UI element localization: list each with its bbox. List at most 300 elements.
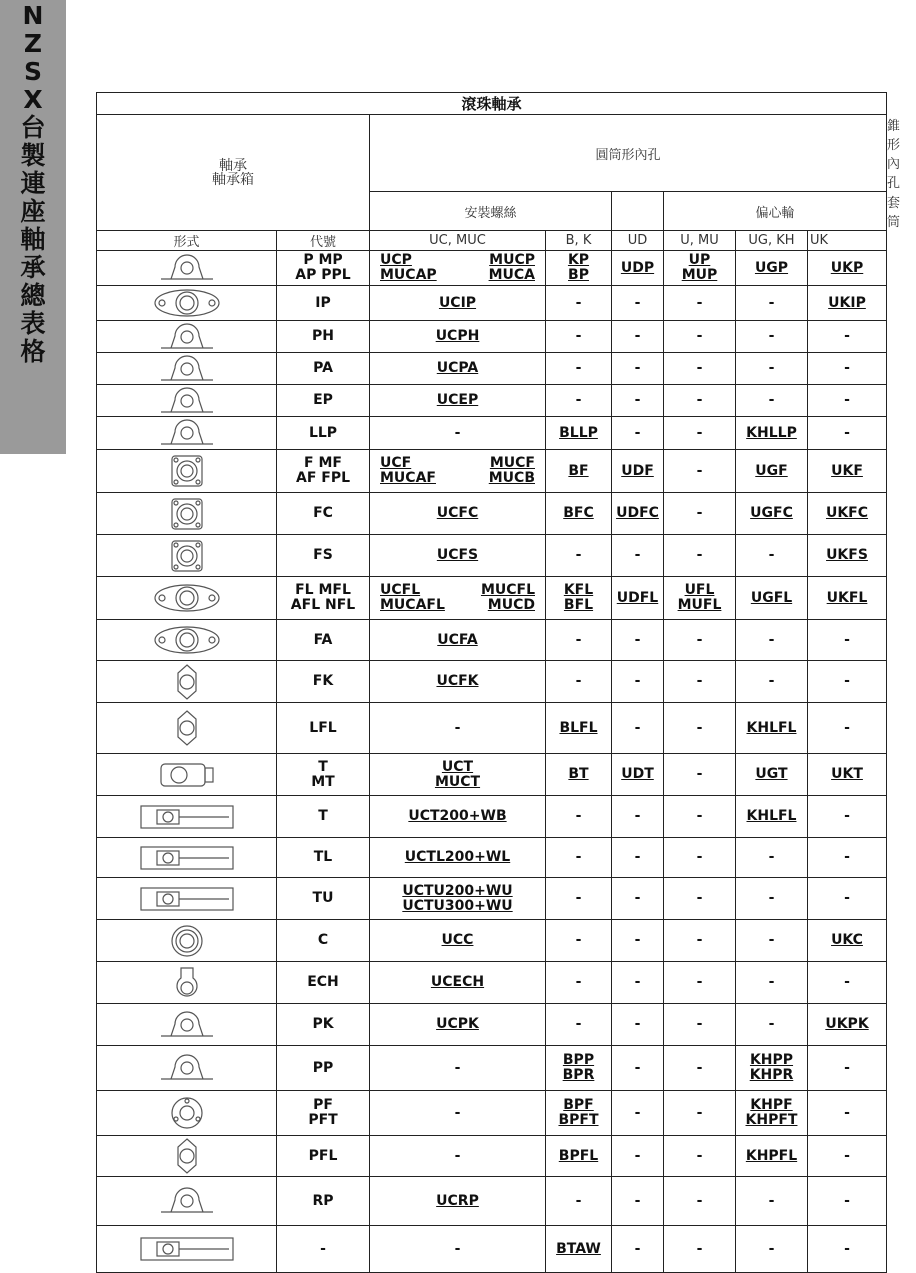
pillow-block-icon: [97, 253, 276, 283]
ugkh-cell: [736, 385, 808, 417]
pillow-block-icon: [97, 418, 276, 448]
code-line: T: [318, 808, 328, 824]
uc-item: MUCAF: [380, 470, 436, 486]
cell-line: -: [768, 932, 775, 948]
bk-cell: [546, 1226, 612, 1273]
bearing-table: 滾珠軸承 軸承 軸承箱 圓筒形內孔 錐形內孔 安裝螺絲 偏心輪 套筒 形式 代號 UC, MUC B, K UD U, MU UG, KH UK P MP AP PPL UCP MUCP MUCAP MUCA KP BP UDP UP MUP UGP UKP IP UCIP - - - - UKIP PH UCPH - - - - - PA UCPA - - - - - EP UCEP - - - - - LLP - BLLP - - KHLLP - F MF AF FPL UCF MUCF MUCAF MUCB BF UDF - UGF UKF FC UCFC BFC UDFC - UGFC UKFC FS UCFS - - - - UKFS FL MFL AFL NFL UCFL MUCFL MUCAFL MUCD KFL BFL UDFL UFL MUFL UGFL UKFL FA UCFA - - - - - FK UCFK - - - - - LFL - BLFL - - KHLFL - T MT UCT MUCT BT UDT - UGT UKT T UCT200+WB - - - KHLFL - TL UCTL200+WL - - - - - TU UCTU200+WU UCTU300+WU - - - - - C UCC - - - - UKC ECH UCECH - - - - - PK UCPK - - - - UKPK PP - BPP BPR - - KHPP KHPR - PF PFT - BPF BPFT - - KHPF KHPFT - PFL - BPFL - - KHPFL - RP UCRP - - - - - - - BTAW - - - -: [96, 92, 887, 1273]
bk-cell: [546, 754, 612, 796]
bk-cell: [546, 620, 612, 661]
bearing-housing-header: [97, 115, 370, 231]
light-flange-icon: [97, 709, 276, 747]
table-row: [97, 1226, 887, 1273]
cell-line: -: [634, 294, 641, 311]
cell-line: BLFL: [559, 719, 598, 736]
uc-item: MUCD: [487, 597, 535, 613]
form-cell: [97, 838, 277, 878]
cell-line: BFC: [563, 505, 594, 521]
cell-line: BPFL: [558, 1147, 599, 1164]
cell-line: -: [634, 1240, 641, 1257]
cell-line: -: [768, 294, 775, 311]
col-form: 形式: [97, 231, 277, 251]
uc-cell: [370, 251, 546, 286]
ud-cell: [612, 1091, 664, 1136]
umu-cell: [664, 754, 736, 796]
bk-cell: [546, 838, 612, 878]
uc-cell: [370, 754, 546, 796]
cell-line: -: [696, 673, 703, 689]
cell-line: MUP: [681, 267, 718, 283]
code-cell: [277, 321, 370, 353]
uc-cell: [370, 1091, 546, 1136]
cell-line: -: [844, 808, 850, 824]
code-cell: [277, 1226, 370, 1273]
table-row: [97, 251, 887, 286]
code-line: FL MFL: [295, 582, 351, 598]
uc-cell: [370, 493, 546, 535]
bk-cell: [546, 1177, 612, 1226]
form-cell: [97, 703, 277, 754]
uk-cell: [808, 838, 887, 878]
pressed-steel-flange-icon: [97, 1096, 276, 1130]
uk-cell: [808, 703, 887, 754]
pillow-block-icon: [97, 1010, 276, 1040]
uk-cell: [808, 493, 887, 535]
uk-cell: [808, 251, 887, 286]
form-cell: [97, 251, 277, 286]
table-row: [97, 838, 887, 878]
code-line: RP: [312, 1192, 334, 1209]
uc-item: UCIP: [438, 294, 477, 311]
umu-cell: [664, 1226, 736, 1273]
uc-cell: [370, 1046, 546, 1091]
cell-line: UDFC: [616, 505, 659, 521]
umu-cell: [664, 417, 736, 450]
uc-item: UCPK: [436, 1016, 479, 1032]
uk-cell: [808, 450, 887, 493]
table-row: [97, 1046, 887, 1091]
uc-item: -: [454, 1147, 461, 1164]
bk-cell: [546, 577, 612, 620]
form-cell: [97, 417, 277, 450]
rubber-pillow-icon: [97, 1186, 276, 1216]
bk-cell: [546, 1004, 612, 1046]
ud-cell: [612, 493, 664, 535]
table-row: [97, 620, 887, 661]
code-cell: [277, 878, 370, 920]
cell-line: -: [696, 1016, 703, 1032]
uk-cell: [808, 577, 887, 620]
umu-cell: [664, 920, 736, 962]
form-cell: [97, 878, 277, 920]
code-cell: [277, 286, 370, 321]
cell-line: -: [768, 673, 775, 689]
ud-cell: [612, 661, 664, 703]
bk-cell: [546, 878, 612, 920]
code-line: T: [318, 758, 328, 775]
cell-line: UKIP: [828, 294, 866, 311]
sidebar-title-char: S: [23, 57, 42, 86]
cell-line: -: [575, 890, 582, 906]
cell-line: -: [696, 849, 703, 865]
cell-line: -: [634, 1016, 641, 1032]
umu-cell: [664, 962, 736, 1004]
pressed-steel-pillow-icon: [97, 1053, 276, 1083]
col-bk: B, K: [546, 231, 612, 251]
form-cell: [97, 385, 277, 417]
sidebar-title-char: 承: [20, 253, 46, 282]
table-row: [97, 796, 887, 838]
cell-line: -: [696, 766, 703, 782]
umu-cell: [664, 878, 736, 920]
sidebar-title-char: 軸: [20, 225, 46, 254]
take-up-frame-icon: [97, 1234, 276, 1264]
sidebar-title-char: X: [23, 85, 43, 114]
code-cell: [277, 1046, 370, 1091]
uc-item: UCECH: [430, 974, 485, 990]
ud-cell: [612, 353, 664, 385]
form-cell: [97, 1177, 277, 1226]
uc-item: UCC: [441, 932, 474, 948]
sidebar-title-char: 連: [20, 169, 46, 198]
sidebar-title-char: Z: [23, 29, 43, 58]
umu-cell: [664, 577, 736, 620]
uc-cell: [370, 1136, 546, 1177]
uc-item: MUCAP: [380, 267, 437, 283]
form-cell: [97, 577, 277, 620]
sidebar-title-char: 表: [20, 309, 46, 338]
square-flange-icon: [97, 454, 276, 488]
code-cell: [277, 661, 370, 703]
uk-cell: [808, 1136, 887, 1177]
cell-line: -: [844, 974, 850, 990]
table-row: [97, 353, 887, 385]
code-line: IP: [315, 294, 331, 311]
umu-cell: [664, 1004, 736, 1046]
uc-item: MUCB: [488, 470, 535, 486]
form-cell: [97, 920, 277, 962]
code-cell: [277, 1177, 370, 1226]
cell-line: UDT: [621, 766, 654, 782]
flange-bracket-icon: [97, 663, 276, 701]
code-line: -: [320, 1240, 326, 1257]
cell-line: -: [696, 808, 703, 824]
code-cell: [277, 1004, 370, 1046]
ud-cell: [612, 321, 664, 353]
uc-item: UCPH: [435, 328, 480, 344]
cell-line: -: [696, 631, 703, 648]
cell-line: -: [768, 360, 775, 376]
uc-cell: [370, 878, 546, 920]
uk-cell: [808, 661, 887, 703]
uc-item: MUCT: [434, 773, 481, 790]
cell-line: -: [634, 1192, 641, 1209]
cell-line: -: [696, 890, 703, 906]
uc-item: UCEP: [436, 392, 479, 408]
square-flange-icon: [97, 539, 276, 573]
table-row: [97, 878, 887, 920]
cell-line: KP: [567, 252, 590, 268]
cell-line: -: [844, 1059, 850, 1076]
cell-line: KHPP: [749, 1052, 794, 1068]
hanger-pillow-icon: [97, 322, 276, 352]
form-cell: [97, 493, 277, 535]
cell-line: -: [634, 849, 641, 865]
code-cell: [277, 251, 370, 286]
cell-line: BPFT: [558, 1112, 599, 1128]
cell-line: -: [634, 1147, 641, 1164]
housing-label: 軸承箱: [212, 171, 254, 188]
cell-line: -: [634, 673, 641, 689]
code-cell: [277, 385, 370, 417]
code-line: P MP: [303, 252, 343, 268]
cell-line: -: [575, 808, 582, 824]
eccentric-header: 偏心輪: [664, 192, 887, 231]
cell-line: -: [634, 890, 641, 906]
ud-cell: [612, 286, 664, 321]
cell-line: -: [696, 547, 703, 563]
cell-line: -: [768, 547, 775, 563]
form-cell: [97, 1226, 277, 1273]
cell-line: KHLFL: [746, 719, 797, 736]
uc-item: UCP: [380, 252, 412, 268]
cell-line: UGT: [755, 766, 788, 782]
ud-cell: [612, 838, 664, 878]
bk-cell: [546, 661, 612, 703]
uc-item: MUCF: [489, 455, 535, 471]
bk-cell: [546, 796, 612, 838]
uc-cell: [370, 920, 546, 962]
uc-item: MUCA: [488, 267, 535, 283]
cell-line: -: [768, 849, 775, 865]
bk-cell: [546, 535, 612, 577]
code-line: LFL: [309, 719, 337, 736]
cell-line: BFL: [563, 597, 594, 613]
code-line: ECH: [307, 974, 339, 990]
cell-line: -: [844, 849, 850, 865]
cell-line: KHPFT: [745, 1112, 798, 1128]
ugkh-cell: [736, 450, 808, 493]
ugkh-cell: [736, 353, 808, 385]
cell-line: -: [844, 1240, 850, 1257]
code-cell: [277, 703, 370, 754]
take-up-frame-icon: [97, 884, 276, 914]
uc-cell: [370, 286, 546, 321]
uk-cell: [808, 796, 887, 838]
umu-cell: [664, 353, 736, 385]
cell-line: -: [844, 1147, 850, 1164]
cell-line: UKP: [830, 259, 864, 276]
form-cell: [97, 450, 277, 493]
cell-line: -: [575, 547, 582, 563]
ugkh-cell: [736, 493, 808, 535]
ugkh-cell: [736, 417, 808, 450]
cell-line: KHLLP: [746, 424, 797, 441]
form-cell: [97, 1004, 277, 1046]
ugkh-cell: [736, 661, 808, 703]
code-cell: [277, 450, 370, 493]
cell-line: BPF: [563, 1097, 594, 1113]
code-line: PK: [312, 1016, 334, 1032]
form-cell: [97, 535, 277, 577]
ugkh-cell: [736, 1004, 808, 1046]
code-line: FA: [313, 631, 333, 648]
form-cell: [97, 796, 277, 838]
col-ud: UD: [612, 231, 664, 251]
cell-line: -: [634, 392, 641, 408]
uk-cell: [808, 1004, 887, 1046]
code-line: AP PPL: [295, 267, 351, 283]
umu-cell: [664, 703, 736, 754]
bk-cell: [546, 920, 612, 962]
cell-line: -: [696, 1192, 703, 1209]
cell-line: BF: [568, 462, 589, 479]
col-uc: UC, MUC: [370, 231, 546, 251]
cell-line: -: [696, 1059, 703, 1076]
uc-cell: [370, 417, 546, 450]
cell-line: UKC: [831, 932, 863, 948]
cell-line: -: [696, 1104, 703, 1121]
code-line: FC: [313, 505, 333, 521]
ugkh-cell: [736, 796, 808, 838]
uc-item: -: [454, 424, 461, 441]
cell-line: -: [844, 328, 850, 344]
umu-cell: [664, 1136, 736, 1177]
form-cell: [97, 1136, 277, 1177]
table-row: [97, 1136, 887, 1177]
umu-cell: [664, 620, 736, 661]
bk-cell: [546, 353, 612, 385]
cell-line: BTAW: [556, 1240, 601, 1257]
cell-line: UKPK: [825, 1016, 869, 1032]
form-cell: [97, 353, 277, 385]
code-line: LLP: [308, 424, 338, 441]
ugkh-cell: [736, 962, 808, 1004]
uk-cell: [808, 286, 887, 321]
cell-line: -: [844, 1192, 850, 1209]
uc-item: UCFK: [436, 673, 479, 689]
ud-cell: [612, 878, 664, 920]
cell-line: -: [575, 1192, 582, 1209]
uc-item: UCF: [380, 455, 412, 471]
cell-line: UFL: [684, 582, 715, 598]
pillow-block-icon: [97, 386, 276, 416]
ud-cell: [612, 920, 664, 962]
code-cell: [277, 1136, 370, 1177]
sidebar-title-char: 座: [20, 197, 46, 226]
cell-line: UGFC: [750, 505, 793, 521]
take-up-icon: [97, 760, 276, 790]
table-row: [97, 535, 887, 577]
code-cell: [277, 577, 370, 620]
ud-cell: [612, 703, 664, 754]
form-cell: [97, 1091, 277, 1136]
cell-line: -: [696, 424, 703, 441]
bearing-label: 軸承: [219, 157, 247, 174]
uc-cell: [370, 620, 546, 661]
col-ugkh: UG, KH: [736, 231, 808, 251]
bk-cell: [546, 962, 612, 1004]
sidebar-title-char: 台: [20, 113, 46, 142]
form-cell: [97, 321, 277, 353]
code-cell: [277, 796, 370, 838]
cell-line: KHPFL: [745, 1147, 798, 1164]
cell-line: -: [634, 328, 641, 344]
ugkh-cell: [736, 535, 808, 577]
cell-line: UDF: [621, 462, 654, 479]
cell-line: -: [696, 360, 703, 376]
code-cell: [277, 417, 370, 450]
cell-line: UKT: [831, 766, 863, 782]
uc-item: UCRP: [436, 1192, 479, 1209]
take-up-frame-icon: [97, 802, 276, 832]
table-row: [97, 321, 887, 353]
code-line: TU: [312, 890, 334, 906]
cell-line: UGP: [754, 259, 789, 276]
ugkh-cell: [736, 754, 808, 796]
cell-line: -: [696, 392, 703, 408]
cell-line: KHLFL: [746, 808, 797, 824]
cell-line: UDP: [620, 259, 655, 276]
code-cell: [277, 493, 370, 535]
ud-cell: [612, 1004, 664, 1046]
uc-item: UCFS: [436, 547, 479, 563]
cell-line: -: [696, 505, 703, 521]
bk-cell: [546, 1046, 612, 1091]
form-cell: [97, 754, 277, 796]
ugkh-cell: [736, 1091, 808, 1136]
pressed-steel-two-bolt-icon: [97, 1137, 276, 1175]
cell-line: BPP: [562, 1052, 595, 1068]
umu-cell: [664, 385, 736, 417]
code-line: EP: [313, 392, 333, 408]
uk-cell: [808, 535, 887, 577]
cell-line: -: [634, 1104, 641, 1121]
code-line: MT: [311, 773, 335, 790]
uk-cell: [808, 920, 887, 962]
ugkh-cell: [736, 703, 808, 754]
uc-cell: [370, 703, 546, 754]
uc-cell: [370, 450, 546, 493]
cell-line: UGF: [755, 462, 788, 479]
bk-cell: [546, 703, 612, 754]
code-cell: [277, 620, 370, 661]
cell-line: -: [575, 1016, 582, 1032]
table-row: [97, 1091, 887, 1136]
hanger-icon: [97, 964, 276, 1002]
cell-line: KHPR: [749, 1067, 794, 1083]
ugkh-cell: [736, 920, 808, 962]
uc-item: MUCAFL: [380, 597, 445, 613]
table-row: [97, 703, 887, 754]
two-bolt-flange-small-icon: [97, 286, 276, 320]
code-line: AFL NFL: [290, 597, 356, 613]
two-bolt-flange-icon: [97, 581, 276, 615]
uc-cell: [370, 1226, 546, 1273]
umu-cell: [664, 493, 736, 535]
code-cell: [277, 962, 370, 1004]
ugkh-cell: [736, 286, 808, 321]
code-cell: [277, 838, 370, 878]
uc-item: -: [454, 1104, 461, 1121]
umu-cell: [664, 1091, 736, 1136]
blank-header: [612, 192, 664, 231]
set-screw-header: 安裝螺絲: [370, 192, 612, 231]
ud-cell: [612, 754, 664, 796]
code-line: F MF: [304, 455, 342, 471]
cell-line: -: [768, 631, 775, 648]
code-line: C: [317, 932, 329, 948]
bk-cell: [546, 417, 612, 450]
